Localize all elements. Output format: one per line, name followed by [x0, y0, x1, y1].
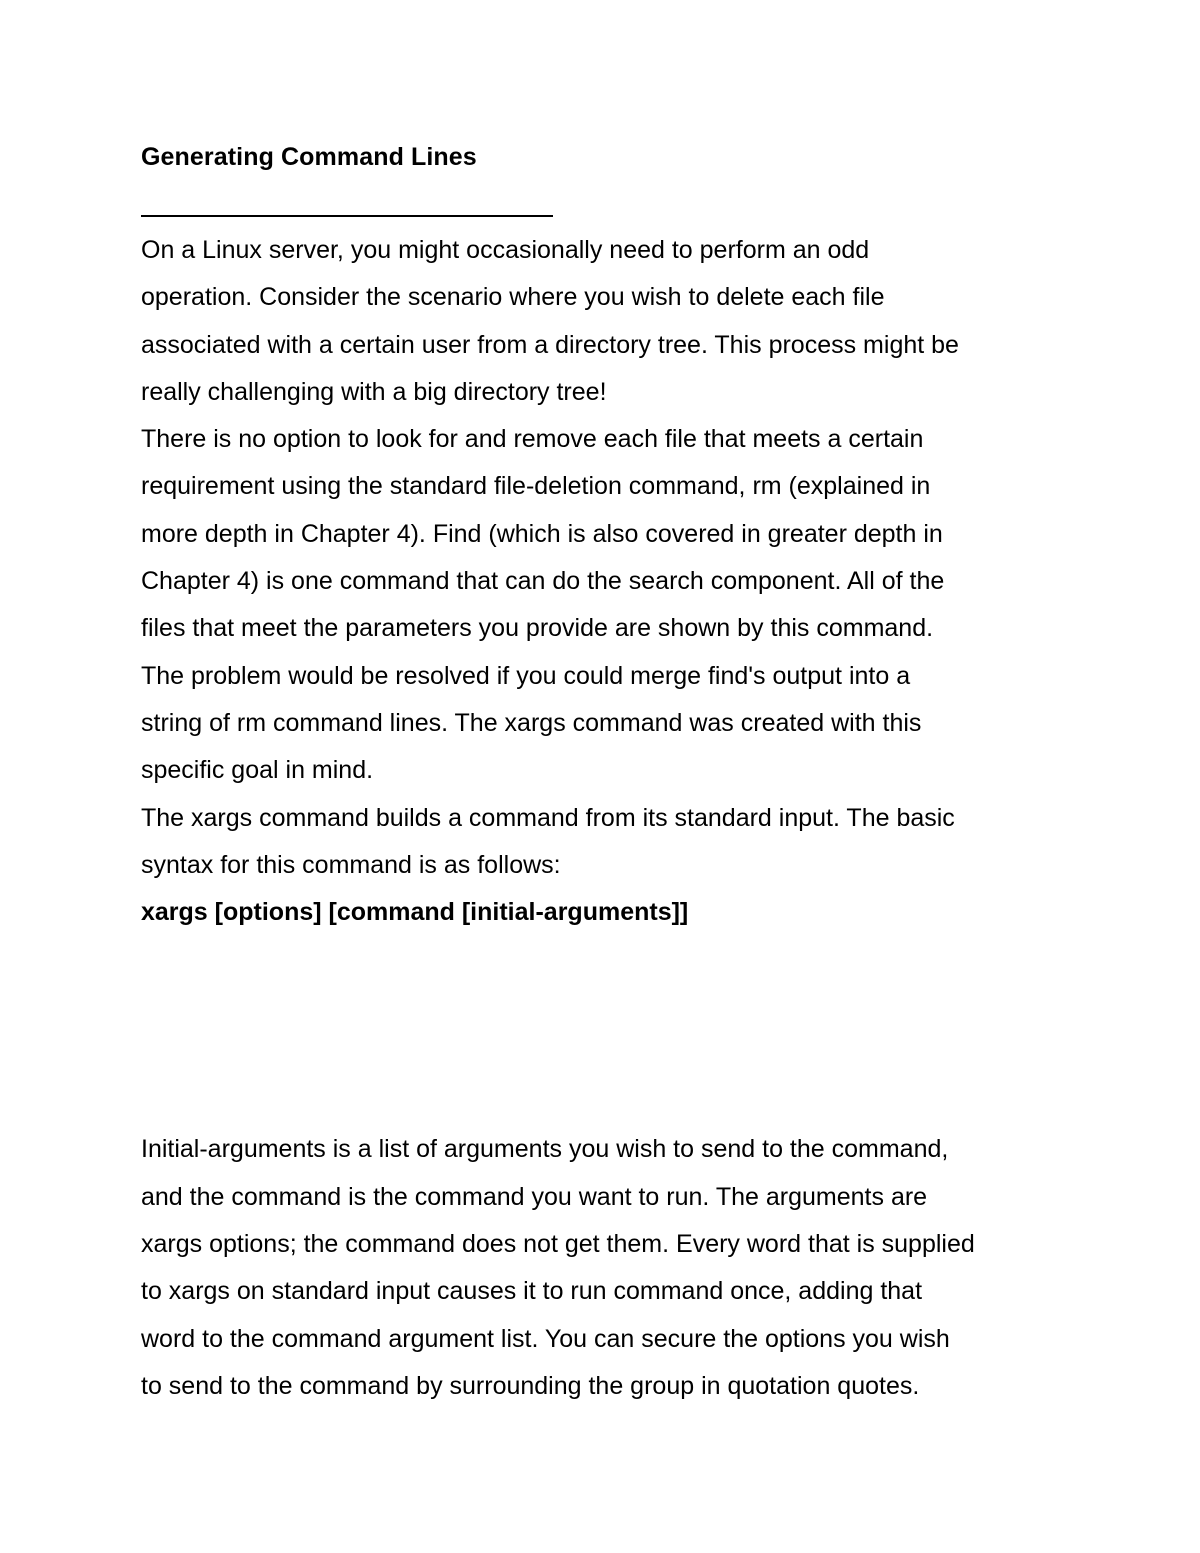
paragraph-line: Initial-arguments is a list of arguments you wish to send to the command,: [141, 1135, 949, 1164]
paragraph-line: associated with a certain user from a directory tree. This process might be: [141, 330, 959, 359]
paragraph-rm-find: [141, 416, 1071, 794]
paragraph-line: The xargs command builds a command from its standard input. The basic: [141, 803, 955, 832]
xargs-syntax-line: xargs [options] [command [initial-arguments]]: [141, 898, 689, 927]
paragraph-line: and the command is the command you want to run. The arguments are: [141, 1182, 928, 1211]
paragraph-line: word to the command argument list. You can secure the options you wish: [141, 1324, 950, 1353]
paragraph-line: xargs options; the command does not get them. Every word that is supplied: [141, 1230, 975, 1259]
paragraph-line: On a Linux server, you might occasionally need to perform an odd: [141, 236, 870, 264]
paragraph-line: to send to the command by surrounding the group in quotation quotes.: [141, 1371, 920, 1400]
paragraph-line: The problem would be resolved if you could merge find's output into a: [141, 661, 911, 690]
paragraph-intro: [141, 227, 1071, 416]
title-underline-rule: [141, 215, 553, 217]
paragraph-line: There is no option to look for and remove each file that meets a certain: [141, 425, 924, 454]
paragraph-line: operation. Consider the scenario where you wish to delete each file: [141, 283, 885, 312]
paragraph-line: specific goal in mind.: [141, 756, 374, 785]
document-body: [141, 139, 1071, 1410]
paragraph-line: requirement using the standard file-deletion command, rm (explained in: [141, 472, 931, 501]
blank-space: [141, 936, 1071, 1126]
paragraph-line: string of rm command lines. The xargs command was created with this: [141, 708, 922, 737]
document-title: Generating Command Lines: [141, 143, 477, 171]
paragraph-line: syntax for this command is as follows:: [141, 850, 561, 879]
paragraph-line: more depth in Chapter 4). Find (which is also covered in greater depth in: [141, 519, 943, 548]
paragraph-xargs-intro: [141, 795, 1071, 890]
paragraph-line: files that meet the parameters you provide are shown by this command.: [141, 614, 934, 643]
paragraph-initial-arguments: [141, 1126, 1071, 1410]
paragraph-line: really challenging with a big directory tree!: [141, 377, 607, 406]
paragraph-line: Chapter 4) is one command that can do the search component. All of the: [141, 567, 945, 596]
paragraph-line: to xargs on standard input causes it to run command once, adding that: [141, 1277, 923, 1306]
